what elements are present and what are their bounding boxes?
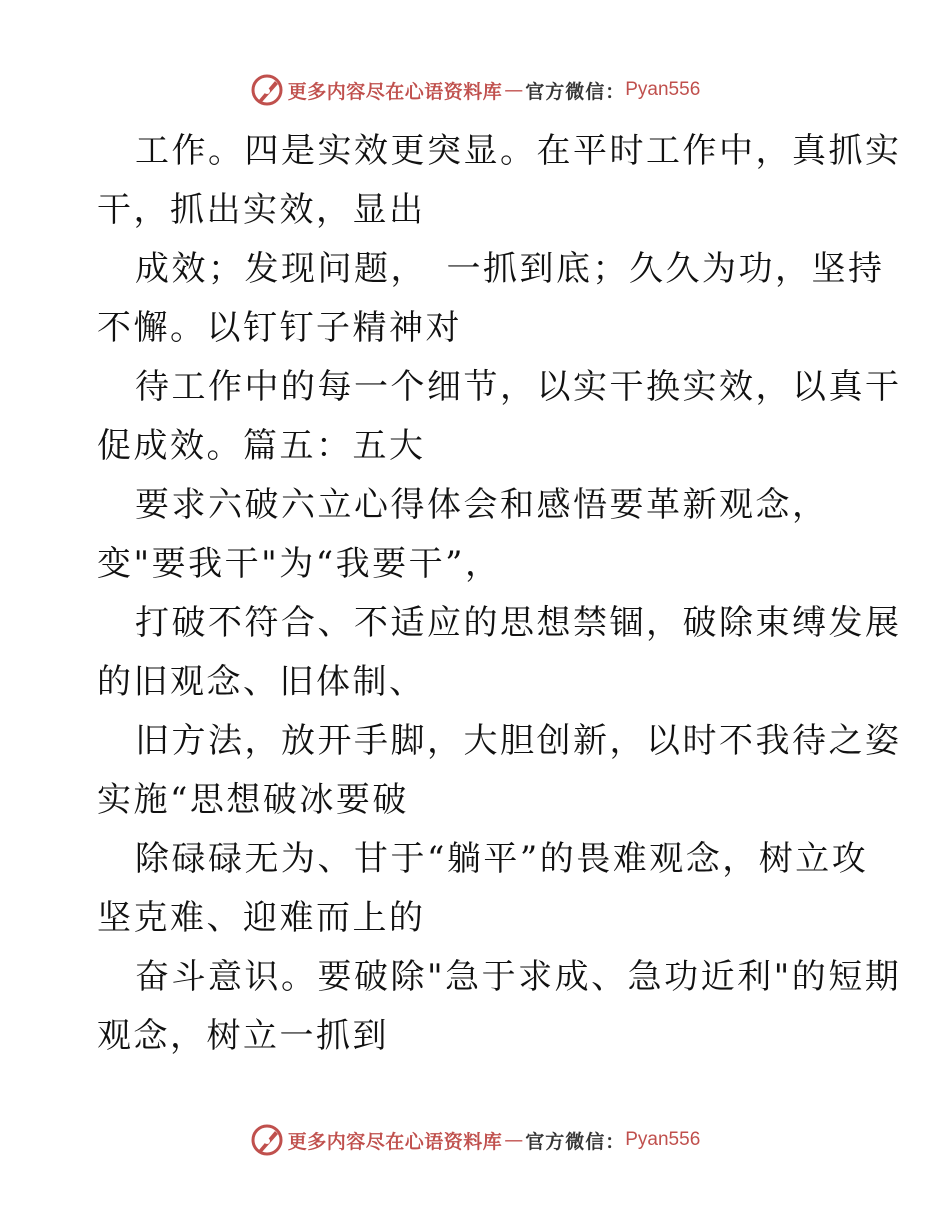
paragraph bbox=[97, 358, 902, 476]
text-line: 的旧观念、旧体制、 bbox=[97, 662, 426, 702]
text-line: 观念，树立一抓到 bbox=[97, 1016, 389, 1056]
banner-wechat-label: 官方微信： bbox=[525, 1130, 626, 1153]
text-line: 奋斗意识。要破除"急于求成、急功近利"的短期 bbox=[135, 957, 902, 997]
paragraph bbox=[97, 240, 885, 358]
text-line: 要求六破六立心得体会和感悟要革新观念， bbox=[135, 485, 829, 525]
quill-logo-icon bbox=[250, 73, 284, 107]
paragraph bbox=[97, 476, 857, 594]
banner-wechat-label: 官方微信： bbox=[525, 80, 626, 103]
banner-wechat-id: Pyan556 bbox=[625, 79, 701, 100]
text-line: 干，抓出实效，显出 bbox=[97, 190, 426, 230]
banner-wechat-id: Pyan556 bbox=[625, 1129, 701, 1150]
document-body bbox=[97, 122, 902, 1066]
banner-dash: — bbox=[504, 79, 524, 101]
paragraph bbox=[97, 122, 902, 240]
text-line: 成效；发现问题， 一抓到底；久久为功，坚持 bbox=[135, 249, 885, 289]
quill-logo-icon bbox=[250, 1123, 284, 1157]
footer-banner bbox=[0, 1120, 950, 1160]
text-line: 实施“思想破冰要破 bbox=[97, 780, 409, 820]
paragraph bbox=[97, 712, 902, 830]
text-line: 待工作中的每一个细节，以实干换实效，以真干 bbox=[135, 367, 902, 407]
text-line: 坚克难、迎难而上的 bbox=[97, 898, 426, 938]
text-line: 变"要我干"为“我要干”， bbox=[97, 544, 502, 584]
text-line: 不懈。以钉钉子精神对 bbox=[97, 308, 462, 348]
text-line: 旧方法，放开手脚，大胆创新，以时不我待之姿 bbox=[135, 721, 902, 761]
paragraph bbox=[97, 948, 902, 1066]
banner-dash: — bbox=[504, 1129, 524, 1151]
text-line: 促成效。篇五：五大 bbox=[97, 426, 426, 466]
header-banner bbox=[0, 70, 950, 110]
text-line: 除碌碌无为、甘于“躺平”的畏难观念，树立攻 bbox=[135, 839, 869, 879]
text-line: 打破不符合、不适应的思想禁锢，破除束缚发展 bbox=[135, 603, 902, 643]
text-line: 工作。四是实效更突显。在平时工作中，真抓实 bbox=[135, 131, 902, 171]
paragraph bbox=[97, 594, 902, 712]
banner-main-text: 更多内容尽在心语资料库 bbox=[287, 1130, 503, 1153]
paragraph bbox=[97, 830, 869, 948]
banner-main-text: 更多内容尽在心语资料库 bbox=[287, 80, 503, 103]
